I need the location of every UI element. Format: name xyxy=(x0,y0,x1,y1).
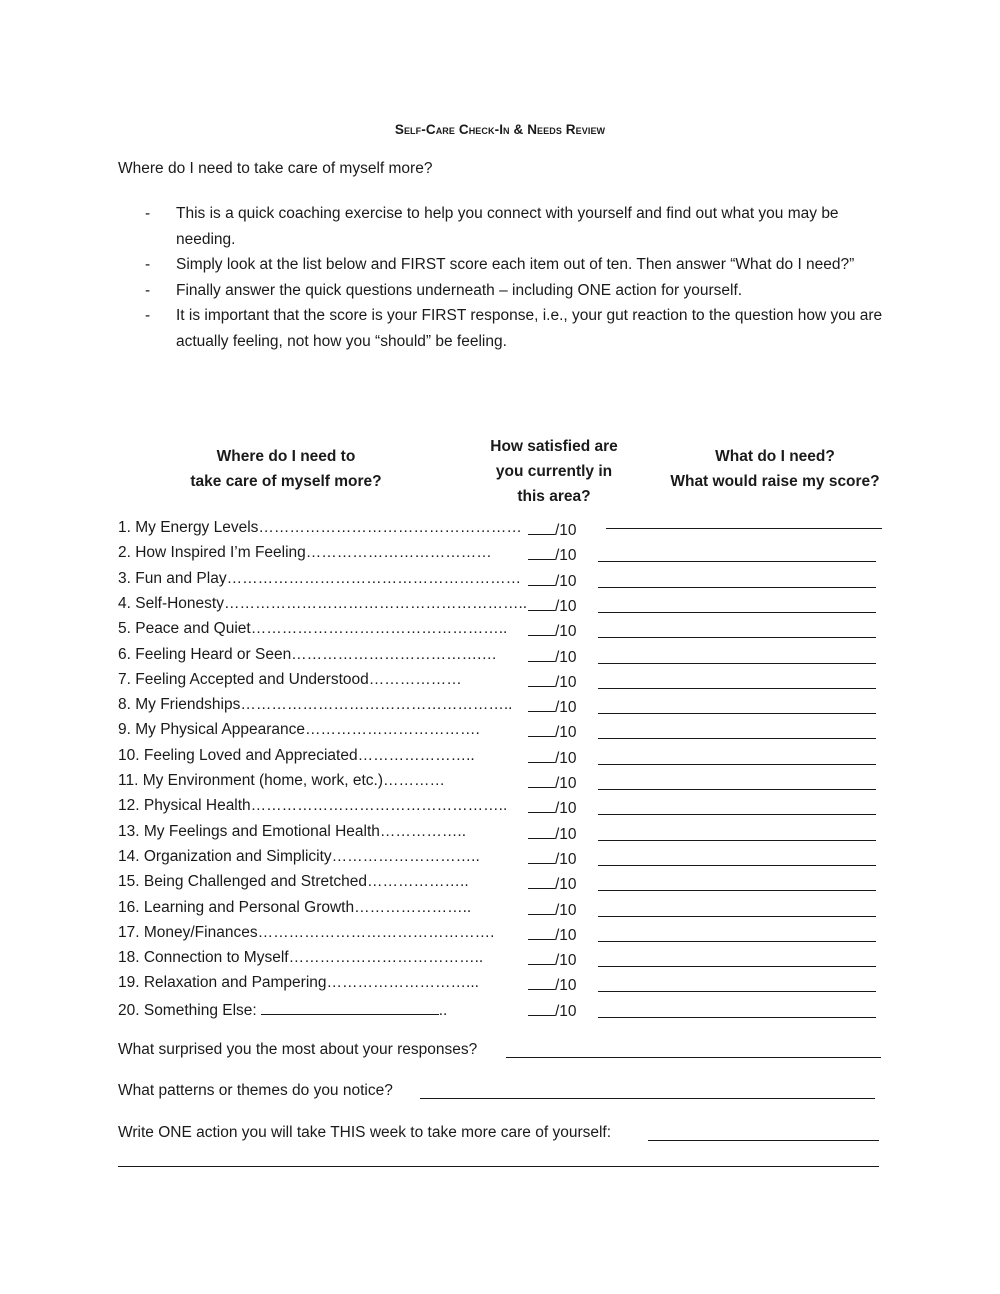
score-blank[interactable] xyxy=(528,797,555,813)
instruction-item: - Finally answer the quick questions underneath – including ONE action for yourself. xyxy=(145,278,890,304)
checklist-item-label xyxy=(118,1000,447,1020)
checklist-row xyxy=(0,974,1000,999)
score-blank[interactable] xyxy=(528,823,555,839)
score-field[interactable] xyxy=(528,747,577,768)
score-blank[interactable] xyxy=(528,924,555,940)
score-blank[interactable] xyxy=(528,570,555,586)
checklist-row xyxy=(0,873,1000,898)
checklist-row xyxy=(0,696,1000,721)
need-answer-line[interactable] xyxy=(598,789,876,790)
need-answer-line[interactable] xyxy=(598,991,876,992)
checklist-item-label: 1. My Energy Levels…………………………………………… xyxy=(118,519,522,536)
need-answer-line[interactable] xyxy=(598,612,876,613)
checklist-item-label: 12. Physical Health………………………………………….. xyxy=(118,797,508,814)
checklist-item-label: 8. My Friendships…………………………………………….. xyxy=(118,696,513,713)
score-suffix: /10 xyxy=(555,977,577,994)
something-else-dots: .. xyxy=(438,1002,448,1019)
need-answer-line[interactable] xyxy=(606,528,882,529)
score-blank[interactable] xyxy=(528,544,555,560)
checklist-row xyxy=(0,544,1000,569)
checklist-item-label: 17. Money/Finances………………………………………. xyxy=(118,924,495,941)
question-patterns: What patterns or themes do you notice? xyxy=(118,1082,393,1099)
question-surprised: What surprised you the most about your responses? xyxy=(118,1041,478,1058)
need-answer-line[interactable] xyxy=(598,840,876,841)
intro-question: Where do I need to take care of myself more? xyxy=(118,160,433,177)
score-suffix: /10 xyxy=(555,699,577,716)
checklist-row xyxy=(0,646,1000,671)
need-answer-line[interactable] xyxy=(598,738,876,739)
score-blank[interactable] xyxy=(528,974,555,990)
score-blank[interactable] xyxy=(528,519,555,535)
answer-line-surprised[interactable] xyxy=(506,1057,881,1058)
need-answer-line[interactable] xyxy=(598,663,876,664)
score-suffix: /10 xyxy=(555,623,577,640)
checklist-row xyxy=(0,899,1000,924)
need-answer-line[interactable] xyxy=(598,561,876,562)
score-suffix: /10 xyxy=(555,775,577,792)
checklist-row xyxy=(0,924,1000,949)
score-suffix: /10 xyxy=(555,952,577,969)
score-suffix: /10 xyxy=(555,750,577,767)
checklist-row xyxy=(0,671,1000,696)
checklist-item-label: 6. Feeling Heard or Seen……………………………….… xyxy=(118,646,497,663)
score-field[interactable] xyxy=(528,949,577,970)
score-blank[interactable] xyxy=(528,848,555,864)
score-blank[interactable] xyxy=(528,646,555,662)
instruction-item: - This is a quick coaching exercise to help you connect with yourself and find out what you may be needing. xyxy=(145,201,890,252)
score-blank[interactable] xyxy=(528,620,555,636)
checklist-item-label: 19. Relaxation and Pampering………………………... xyxy=(118,974,479,991)
score-field[interactable] xyxy=(528,671,577,692)
score-suffix: /10 xyxy=(555,674,577,691)
score-suffix: /10 xyxy=(555,927,577,944)
need-answer-line[interactable] xyxy=(598,890,876,891)
score-blank[interactable] xyxy=(528,671,555,687)
checklist-row xyxy=(0,570,1000,595)
checklist-item-label: 5. Peace and Quiet………………………………………….. xyxy=(118,620,508,637)
need-answer-line[interactable] xyxy=(598,966,876,967)
column-header-need: What do I need? What would raise my score? xyxy=(670,448,880,490)
bullet-dash: - xyxy=(145,307,151,324)
checklist-row xyxy=(0,949,1000,974)
checklist-row xyxy=(0,519,1000,544)
score-field[interactable] xyxy=(528,721,577,742)
checklist-item-label: 4. Self-Honesty………………………………………………….. xyxy=(118,595,528,612)
score-suffix: /10 xyxy=(555,573,577,590)
need-answer-line[interactable] xyxy=(598,941,876,942)
score-field[interactable] xyxy=(528,772,577,793)
score-blank[interactable] xyxy=(528,747,555,763)
checklist-item-label: 11. My Environment (home, work, etc.)………… xyxy=(118,772,446,789)
score-blank[interactable] xyxy=(528,595,555,611)
answer-line-action-continued[interactable] xyxy=(118,1166,879,1167)
checklist-row xyxy=(0,848,1000,873)
checklist-item-label: 10. Feeling Loved and Appreciated………………….. xyxy=(118,747,475,764)
checklist-row xyxy=(0,823,1000,848)
checklist-row xyxy=(0,595,1000,620)
need-answer-line[interactable] xyxy=(598,713,876,714)
need-answer-line[interactable] xyxy=(598,865,876,866)
score-suffix: /10 xyxy=(555,1003,577,1020)
score-field[interactable] xyxy=(528,848,577,869)
score-blank[interactable] xyxy=(528,873,555,889)
score-blank[interactable] xyxy=(528,696,555,712)
checklist-item-label: 2. How Inspired I’m Feeling……………………………… xyxy=(118,544,492,561)
score-field[interactable] xyxy=(528,924,577,945)
score-field[interactable] xyxy=(528,620,577,641)
score-field[interactable] xyxy=(528,519,577,540)
score-field[interactable] xyxy=(528,974,577,995)
score-blank[interactable] xyxy=(528,899,555,915)
need-answer-line[interactable] xyxy=(598,637,876,638)
score-field[interactable] xyxy=(528,595,577,616)
score-field[interactable] xyxy=(528,646,577,667)
checklist-item-label: 7. Feeling Accepted and Understood……………… xyxy=(118,671,462,688)
something-else-label: 20. Something Else: xyxy=(118,1002,257,1019)
score-suffix: /10 xyxy=(555,522,577,539)
instruction-item: - It is important that the score is your FIRST response, i.e., your gut reaction to the question how you are actually feeling, not how you “should” be feeling. xyxy=(145,303,890,354)
page-title: Self-Care Check-In & Needs Review xyxy=(394,122,606,137)
checklist-item-label: 16. Learning and Personal Growth………………….. xyxy=(118,899,472,916)
something-else-blank[interactable] xyxy=(261,1000,439,1015)
bullet-dash: - xyxy=(145,281,151,299)
checklist-item-label: 14. Organization and Simplicity……………………….. xyxy=(118,848,480,865)
instruction-item: - Simply look at the list below and FIRST score each item out of ten. Then answer “What do I need?” xyxy=(145,252,890,278)
score-suffix: /10 xyxy=(555,826,577,843)
checklist-row xyxy=(0,772,1000,797)
score-suffix: /10 xyxy=(555,547,577,564)
column-header-area: Where do I need to take care of myself more? xyxy=(190,448,382,490)
score-blank[interactable] xyxy=(528,1000,555,1016)
score-suffix: /10 xyxy=(555,724,577,741)
checklist-row xyxy=(0,797,1000,822)
need-answer-line[interactable] xyxy=(598,764,876,765)
checklist-row xyxy=(0,1000,1000,1025)
score-blank[interactable] xyxy=(528,772,555,788)
bullet-dash: - xyxy=(145,256,151,273)
score-field[interactable] xyxy=(528,570,577,591)
score-suffix: /10 xyxy=(555,902,577,919)
score-blank[interactable] xyxy=(528,949,555,965)
score-field[interactable] xyxy=(528,797,577,818)
score-suffix: /10 xyxy=(555,800,577,817)
score-field[interactable] xyxy=(528,544,577,565)
answer-line-action[interactable] xyxy=(648,1140,879,1141)
need-answer-line[interactable] xyxy=(598,688,876,689)
answer-line-patterns[interactable] xyxy=(420,1098,875,1099)
checklist-item-label: 13. My Feelings and Emotional Health…………….. xyxy=(118,823,467,840)
score-blank[interactable] xyxy=(528,721,555,737)
checklist-item-label: 9. My Physical Appearance……………………………. xyxy=(118,721,480,738)
checklist-row xyxy=(0,721,1000,746)
need-answer-line[interactable] xyxy=(598,916,876,917)
column-header-satisfaction: How satisfied are you currently in this area? xyxy=(490,438,618,505)
need-answer-line[interactable] xyxy=(598,814,876,815)
score-suffix: /10 xyxy=(555,649,577,666)
need-answer-line[interactable] xyxy=(598,1017,876,1018)
score-field[interactable] xyxy=(528,696,577,717)
score-field[interactable] xyxy=(528,873,577,894)
checklist-row xyxy=(0,620,1000,645)
score-field[interactable] xyxy=(528,823,577,844)
need-answer-line[interactable] xyxy=(598,587,876,588)
question-action: Write ONE action you will take THIS week to take more care of yourself: xyxy=(118,1124,612,1141)
score-field[interactable] xyxy=(528,899,577,920)
checklist-item-label: 3. Fun and Play………………………………………………… xyxy=(118,570,522,587)
checklist-row xyxy=(0,747,1000,772)
checklist-item-label: 15. Being Challenged and Stretched……………….. xyxy=(118,873,469,890)
bullet-dash: - xyxy=(145,205,151,222)
checklist-item-label: 18. Connection to Myself……………………………….. xyxy=(118,949,484,966)
score-field[interactable] xyxy=(528,1000,577,1021)
instruction-list xyxy=(145,201,890,354)
score-suffix: /10 xyxy=(555,876,577,893)
score-suffix: /10 xyxy=(555,598,577,615)
score-suffix: /10 xyxy=(555,851,577,868)
